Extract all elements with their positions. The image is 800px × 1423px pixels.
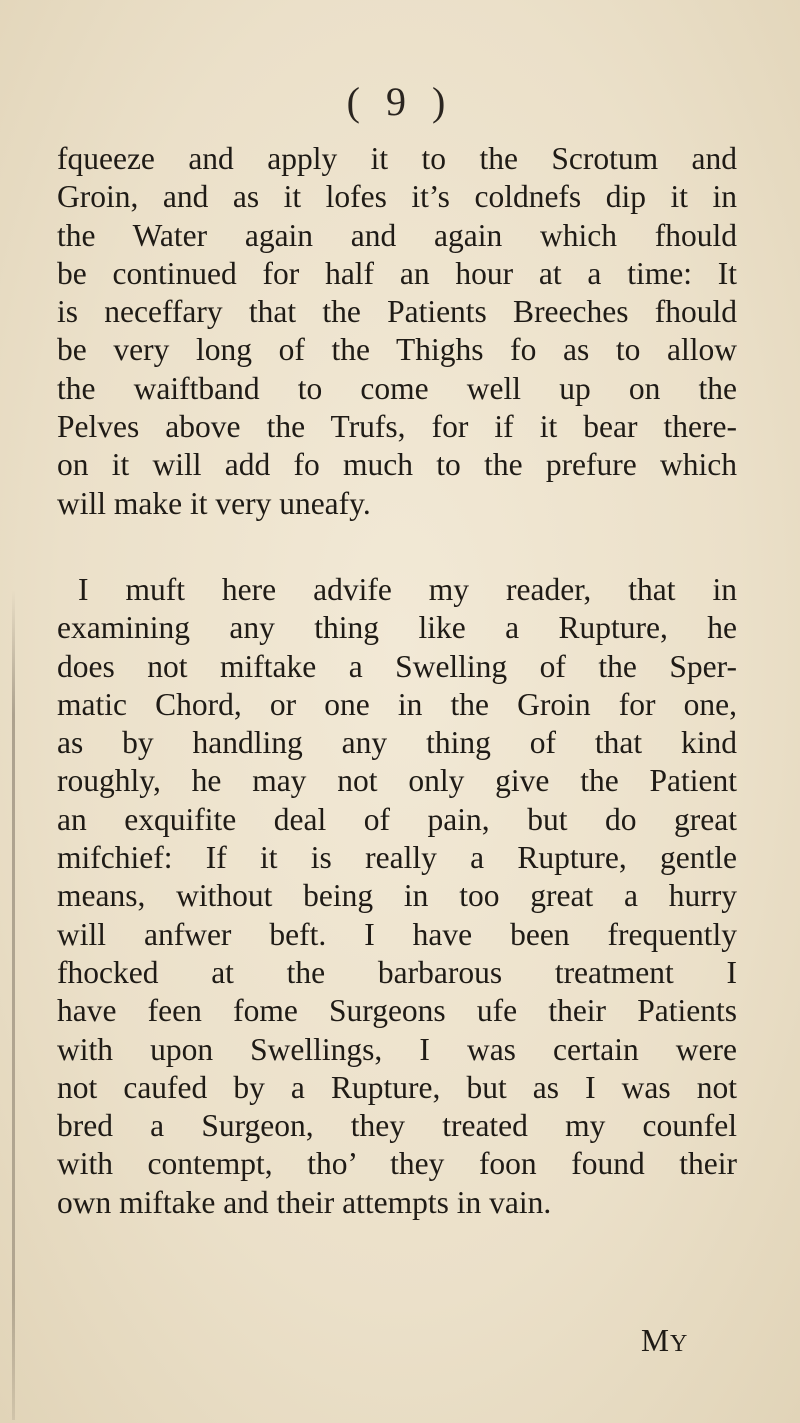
text-line: examining any thing like a Rupture, he	[57, 610, 737, 646]
page-number: ( 9 )	[346, 79, 454, 124]
text-line: the Water again and again which fhould	[57, 217, 737, 253]
text-line: have feen fome Surgeons ufe their Patients	[57, 993, 737, 1029]
text-line: will make it very uneafy.	[57, 485, 371, 521]
text-line: with upon Swellings, I was certain were	[57, 1031, 737, 1067]
paragraph-spacer	[57, 523, 737, 571]
page-gutter-shadow	[12, 590, 15, 1420]
text-line: matic Chord, or one in the Groin for one,	[57, 686, 737, 722]
text-line: with contempt, tho’ they foon found their	[57, 1146, 737, 1182]
text-line: Groin, and as it lofes it’s coldnefs dip it in	[57, 179, 737, 215]
paragraph-1	[57, 140, 737, 523]
text-line: does not miftake a Swelling of the Sper-	[57, 648, 737, 684]
text-line: fqueeze and apply it to the Scrotum and	[57, 141, 737, 176]
text-line: roughly, he may not only give the Patient	[57, 763, 737, 799]
body-text	[57, 140, 737, 1222]
text-line: mifchief: If it is really a Rupture, gentle	[57, 840, 737, 876]
text-line: as by handling any thing of that kind	[57, 725, 737, 761]
catchword	[641, 1323, 688, 1359]
text-line: fhocked at the barbarous treatment I	[57, 954, 737, 990]
text-line: bred a Surgeon, they treated my counfel	[57, 1108, 737, 1144]
paragraph-2	[57, 571, 737, 1222]
text-line: own miftake and their attempts in vain.	[57, 1184, 552, 1220]
text-line: will anfwer beft. I have been frequently	[57, 916, 737, 952]
text-line: on it will add fo much to the prefure which	[57, 447, 737, 483]
text-line: the waiftband to come well up on the	[57, 370, 737, 406]
text-line: an exquifite deal of pain, but do great	[57, 801, 737, 837]
text-line: be continued for half an hour at a time: It	[57, 255, 737, 291]
catchword-rest: Y	[670, 1331, 689, 1357]
text-line: means, without being in too great a hurry	[57, 878, 737, 914]
text-line: is neceffary that the Patients Breeches fhould	[57, 294, 737, 330]
catchword-initial: M	[641, 1323, 671, 1358]
text-line: be very long of the Thighs fo as to allow	[57, 332, 737, 368]
text-line: not caufed by a Rupture, but as I was not	[57, 1069, 737, 1105]
text-line: I muft here advife my reader, that in	[78, 571, 737, 607]
text-line: Pelves above the Trufs, for if it bear there-	[57, 409, 737, 445]
